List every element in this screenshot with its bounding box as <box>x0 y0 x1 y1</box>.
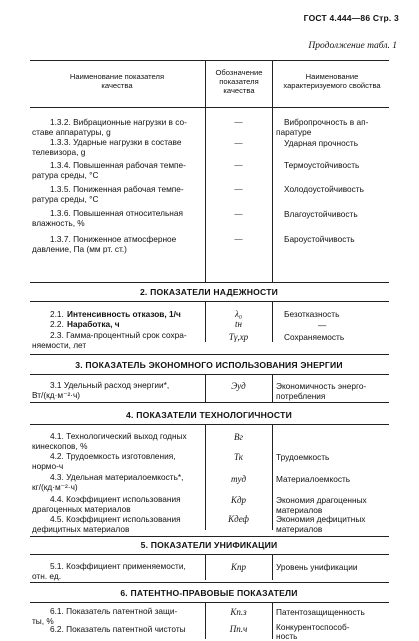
row-name-line1: 2.3. Гамма-процентный срок сохра- <box>50 330 187 340</box>
row-name-line2: няемости, лет <box>32 340 87 350</box>
column-header-property: Наименование характеризуемого свойства <box>283 72 381 91</box>
row-name-line2: ставе аппаратуры, g <box>32 127 111 137</box>
row-name-line2: Вт/(кд·м⁻²·ч) <box>32 390 81 400</box>
row-name-line1: 6.2. Показатель патентной чистоты <box>50 624 186 634</box>
row-property-line1: Патентозащищенность <box>276 607 365 617</box>
row-property-line1: Конкурентоспособ- <box>276 622 350 632</box>
row-symbol: — <box>234 234 243 244</box>
page-header: ГОСТ 4.444—86 Стр. 3 <box>303 13 399 23</box>
row-symbol: λ₀ <box>234 309 243 319</box>
row-symbol: Кдеф <box>228 514 249 524</box>
row-number: 2.2. <box>50 319 64 329</box>
row-symbol: — <box>234 117 243 127</box>
row-name-line1: 3.1 Удельный расход энергии*, <box>50 380 170 390</box>
row-symbol: Кпр <box>231 562 246 572</box>
row-property-line1: Влагоустойчивость <box>284 209 358 219</box>
row-property-line1: Ударная прочность <box>284 138 359 148</box>
rule-below-sec5-title <box>30 554 389 555</box>
row-property-line1: Материалоемкость <box>276 474 351 484</box>
row-property-line1: Безотказность <box>284 309 340 319</box>
row-name-line2: отн. ед. <box>32 571 62 581</box>
row-name-line1: Интенсивность отказов, 1/ч <box>67 309 181 319</box>
row-property-line2: материалов <box>276 524 323 534</box>
header-bottom-rule <box>30 107 389 108</box>
row-property-line2: материалов <box>276 505 323 515</box>
col-divider-2 <box>272 60 273 107</box>
row-symbol: Tγ,хр <box>228 332 249 342</box>
section-title-reliability: 2. ПОКАЗАТЕЛИ НАДЕЖНОСТИ <box>139 287 279 297</box>
rule-above-sec2 <box>30 282 389 283</box>
row-name-line2: телевизора, g <box>32 147 86 157</box>
row-property-line1: Экономия драгоценных <box>276 495 367 505</box>
row-number: 2.1. <box>50 309 64 319</box>
row-symbol: — <box>234 184 243 194</box>
row-name-line2: ты, % <box>32 616 54 626</box>
row-property-line1: Экономичность энерго- <box>276 381 367 391</box>
rule-above-sec5 <box>30 536 389 537</box>
row-name-line2: нормо-ч <box>32 461 64 471</box>
rule-below-sec2-title <box>30 301 389 302</box>
row-name-line2: кг/(кд·м⁻²·ч) <box>32 482 78 492</box>
col-divider-1 <box>205 60 206 107</box>
section-title-patent: 6. ПАТЕНТНО-ПРАВОВЫЕ ПОКАЗАТЕЛИ <box>120 588 298 598</box>
row-symbol: Эуд <box>231 381 246 391</box>
section-title-unification: 5. ПОКАЗАТЕЛИ УНИФИКАЦИИ <box>140 540 278 550</box>
row-name-line1: 4.1. Технологический выход годных <box>50 431 187 441</box>
group1-divider-1 <box>205 107 206 282</box>
row-property-line1: Сохраняемость <box>284 332 345 342</box>
row-symbol: — <box>234 160 243 170</box>
row-name-line2: влажность, % <box>32 218 85 228</box>
rule-above-sec4 <box>30 402 389 403</box>
row-property-line1: Уровень унификации <box>276 562 358 572</box>
row-symbol: — <box>234 138 243 148</box>
row-property-line1: Экономия дефицитных <box>276 514 366 524</box>
row-symbol: — <box>234 209 243 219</box>
row-name-line1: 1.3.3. Ударные нагрузки в составе <box>50 137 182 147</box>
row-property-line1: — <box>318 320 327 330</box>
row-symbol: mуд <box>230 474 247 484</box>
rule-below-sec3-title <box>30 374 389 375</box>
sec3-divider-2 <box>272 374 273 402</box>
group1-divider-2 <box>272 107 273 282</box>
row-name-line1: 4.5. Коэффициент использования <box>50 514 181 524</box>
row-property-line2: потребления <box>276 391 326 401</box>
row-name-line1: 4.4. Коэффициент использования <box>50 494 181 504</box>
row-symbol: Тк <box>234 452 243 462</box>
row-property-line1: Трудоемкость <box>276 452 330 462</box>
table-top-rule <box>30 60 389 61</box>
row-property-line2: паратуре <box>276 127 312 137</box>
sec4-divider-2 <box>272 424 273 530</box>
row-name-line1: 1.3.2. Вибрационные нагрузки в со- <box>50 117 187 127</box>
row-name-line2: ратура среды, °С <box>32 170 99 180</box>
row-property-line1: Вибропрочность в ап- <box>284 117 369 127</box>
row-symbol: tн <box>235 319 242 329</box>
row-name-line2: давление, Па (мм рт. ст.) <box>32 244 127 254</box>
sec5-divider-2 <box>272 554 273 580</box>
row-name-line2: ратура среды, °С <box>32 194 99 204</box>
row-name-line2: кинескопов, % <box>32 441 88 451</box>
row-symbol: Вг <box>233 432 243 442</box>
row-symbol: Кп.з <box>230 607 247 617</box>
sec2-divider-2 <box>272 301 273 342</box>
section-title-energy: 3. ПОКАЗАТЕЛЬ ЭКОНОМНОГО ИСПОЛЬЗОВАНИЯ ЭНЕРГИИ <box>75 360 343 370</box>
sec6-divider-2 <box>272 602 273 639</box>
column-header-symbol: Обозначение показателя качества <box>215 68 263 96</box>
rule-below-sec4-title <box>30 424 389 425</box>
section-title-technology: 4. ПОКАЗАТЕЛИ ТЕХНОЛОГИЧНОСТИ <box>126 410 292 420</box>
row-name-line1: 5.1. Коэффициент применяемости, <box>50 561 186 571</box>
row-name-line1: 1.3.4. Повышенная рабочая темпе- <box>50 160 186 170</box>
rule-above-sec6 <box>30 582 389 583</box>
rule-above-sec3 <box>30 354 389 355</box>
row-property-line1: Бароустойчивость <box>284 234 355 244</box>
column-header-name: Наименование показателя качества <box>69 72 165 91</box>
row-symbol: Кдр <box>230 495 247 505</box>
row-name-line1: 1.3.6. Повышенная относительная <box>50 208 183 218</box>
row-name-line1: 4.3. Удельная материалоемкость*, <box>50 472 184 482</box>
row-symbol: Пп.ч <box>229 624 248 634</box>
row-name-line1: 1.3.7. Пониженное атмосферное <box>50 234 177 244</box>
row-property-line1: Термоустойчивость <box>284 160 360 170</box>
row-name-line1: 1.3.5. Пониженная рабочая темпе- <box>50 184 184 194</box>
row-name-line2: драгоценных материалов <box>32 504 131 514</box>
table-continuation-label: Продолжение табл. 1 <box>308 41 397 51</box>
row-property-line2: ность <box>276 631 298 641</box>
row-name-line1: 6.1. Показатель патентной защи- <box>50 606 178 616</box>
row-name-line2: дефицитных материалов <box>32 524 130 534</box>
row-name-line1: 4.2. Трудоемкость изготовления, <box>50 451 176 461</box>
rule-below-sec6-title <box>30 602 389 603</box>
row-property-line1: Холодоустойчивость <box>284 184 364 194</box>
row-name-line1: Наработка, ч <box>67 319 120 329</box>
